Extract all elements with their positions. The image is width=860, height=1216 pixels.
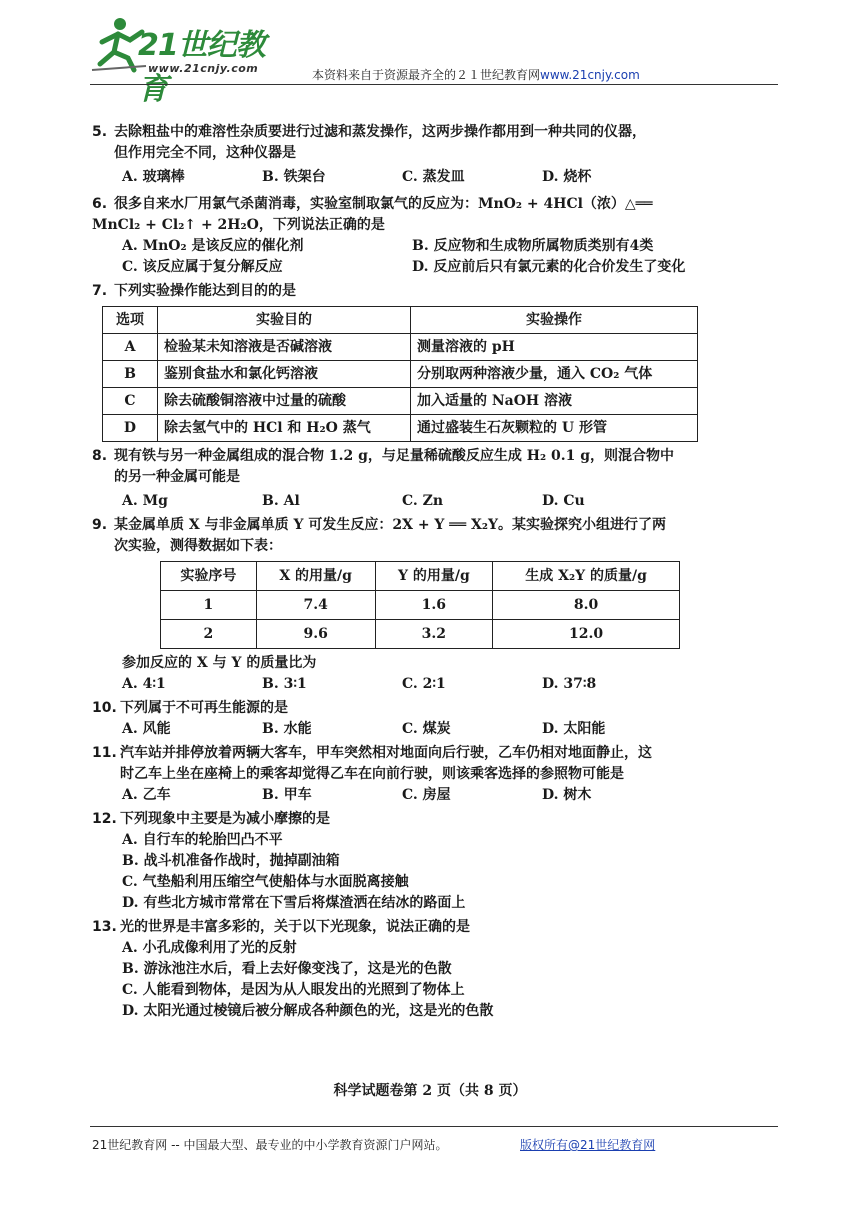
option-b: B. 游泳池注水后，看上去好像变浅了，这是光的色散 (122, 961, 452, 977)
option-c: C. 煤炭 (402, 721, 451, 737)
option-d: D. 有些北方城市常常在下雪后将煤渣洒在结冰的路面上 (122, 895, 466, 911)
site-logo (90, 14, 290, 107)
option-d: D. 太阳光通过棱镜后被分解成各种颜色的光，这是光的色散 (122, 1003, 494, 1019)
question-10 (92, 698, 722, 740)
question-number: 11. (92, 745, 117, 761)
question-7 (92, 281, 722, 442)
table-cell: 分别取两种溶液少量，通入 CO₂ 气体 (411, 361, 698, 388)
question-stem: 下列属于不可再生能源的是 (120, 700, 288, 716)
option-c: C. 该反应属于复分解反应 (122, 259, 283, 275)
table-cell: 1 (161, 591, 257, 620)
table-cell: 测量溶液的 pH (411, 334, 698, 361)
table-row (161, 591, 680, 620)
header-divider (90, 84, 778, 85)
table-row (161, 620, 680, 649)
table-cell: 除去硫酸铜溶液中过量的硫酸 (158, 388, 411, 415)
question-stem: 光的世界是丰富多彩的，关于以下光现象，说法正确的是 (120, 919, 470, 935)
table-cell: 通过盛装生石灰颗粒的 U 形管 (411, 415, 698, 442)
table-header: 生成 X₂Y 的质量/g (493, 562, 680, 591)
question-stem: MnCl₂ + Cl₂↑ + 2H₂O，下列说法正确的是 (92, 217, 385, 233)
table-header: X 的用量/g (256, 562, 375, 591)
header-note (312, 66, 640, 83)
table-cell: C (103, 388, 158, 415)
logo-url: www.21cnjy.com (148, 62, 259, 75)
option-c: C. 人能看到物体，是因为从人眼发出的光照到了物体上 (122, 982, 465, 998)
header-url-link[interactable]: www.21cnjy.com (540, 68, 640, 82)
option-a: A. Mg (122, 493, 168, 509)
copyright-link[interactable]: 版权所有@21世纪教育网 (520, 1138, 656, 1152)
footer-divider (90, 1126, 778, 1127)
table-cell: 9.6 (256, 620, 375, 649)
question-5 (92, 122, 722, 188)
question-9 (92, 515, 722, 695)
table-cell: B (103, 361, 158, 388)
table-cell: 1.6 (375, 591, 493, 620)
experiment-table (102, 306, 698, 442)
option-b: B. 3∶1 (262, 676, 307, 692)
table-cell: 加入适量的 NaOH 溶液 (411, 388, 698, 415)
logo-wordmark: 21世纪教育 (138, 28, 265, 107)
option-d: D. 树木 (542, 787, 592, 803)
table-header: 实验操作 (411, 307, 698, 334)
table-header: 实验序号 (161, 562, 257, 591)
table-cell: 3.2 (375, 620, 493, 649)
question-8 (92, 446, 722, 512)
header-note-text: 本资料来自于资源最齐全的２１世纪教育网 (312, 68, 541, 82)
option-a: A. 小孔成像利用了光的反射 (122, 940, 297, 956)
exam-content (92, 122, 722, 1025)
option-c: C. Zn (402, 493, 444, 509)
option-d: D. 37∶8 (542, 676, 597, 692)
question-stem: 现有铁与另一种金属组成的混合物 1.2 g，与足量稀硫酸反应生成 H₂ 0.1 g，则混合物中 (114, 448, 675, 464)
question-stem: 参加反应的 X 与 Y 的质量比为 (122, 655, 317, 671)
question-number: 6. (92, 196, 108, 212)
question-number: 10. (92, 700, 117, 716)
option-d: D. 太阳能 (542, 721, 606, 737)
question-number: 7. (92, 283, 108, 299)
option-a: A. 乙车 (122, 787, 171, 803)
option-d: D. Cu (542, 493, 585, 509)
option-c: C. 2∶1 (402, 676, 446, 692)
table-cell: 7.4 (256, 591, 375, 620)
table-cell: D (103, 415, 158, 442)
option-c: C. 蒸发皿 (402, 169, 465, 185)
option-b: B. 战斗机准备作战时，抛掉副油箱 (122, 853, 340, 869)
table-header: 选项 (103, 307, 158, 334)
question-stem: 次实验，测得数据如下表： (114, 538, 282, 554)
question-number: 12. (92, 811, 117, 827)
table-row (103, 415, 698, 442)
table-cell: 检验某未知溶液是否碱溶液 (158, 334, 411, 361)
option-c: C. 气垫船利用压缩空气使船体与水面脱离接触 (122, 874, 409, 890)
question-stem: 某金属单质 X 与非金属单质 Y 可发生反应：2X + Y ══ X₂Y。某实验探究小组进行了两 (114, 517, 667, 533)
option-a: A. 4∶1 (122, 676, 166, 692)
page-number: 科学试题卷第 2 页（共 8 页） (333, 1083, 527, 1099)
footer-text: 21世纪教育网 -- 中国最大型、最专业的中小学教育资源门户网站。 (92, 1138, 448, 1152)
option-a: A. 自行车的轮胎凹凸不平 (122, 832, 283, 848)
question-number: 5. (92, 124, 108, 140)
question-stem: 的另一种金属可能是 (114, 469, 240, 485)
question-number: 9. (92, 517, 108, 533)
table-cell: 鉴别食盐水和氯化钙溶液 (158, 361, 411, 388)
question-stem: 汽车站并排停放着两辆大客车，甲车突然相对地面向后行驶，乙车仍相对地面静止，这 (120, 745, 652, 761)
question-stem: 很多自来水厂用氯气杀菌消毒，实验室制取氯气的反应为：MnO₂ + 4HCl（浓）△══ (114, 196, 653, 212)
table-row (103, 334, 698, 361)
option-b: B. 甲车 (262, 787, 312, 803)
table-row (103, 388, 698, 415)
table-header: 实验目的 (158, 307, 411, 334)
table-row (103, 361, 698, 388)
question-stem: 下列现象中主要是为减小摩擦的是 (120, 811, 330, 827)
table-cell: 2 (161, 620, 257, 649)
option-a: A. 玻璃棒 (122, 169, 185, 185)
option-a: A. MnO₂ 是该反应的催化剂 (122, 238, 304, 254)
table-cell: 除去氢气中的 HCl 和 H₂O 蒸气 (158, 415, 411, 442)
question-stem: 去除粗盐中的难溶性杂质要进行过滤和蒸发操作，这两步操作都用到一种共同的仪器， (114, 124, 646, 140)
table-cell: 12.0 (493, 620, 680, 649)
option-b: B. 反应物和生成物所属物质类别有4类 (412, 238, 654, 254)
option-d: D. 烧杯 (542, 169, 592, 185)
option-a: A. 风能 (122, 721, 171, 737)
table-header: Y 的用量/g (375, 562, 493, 591)
option-c: C. 房屋 (402, 787, 451, 803)
question-number: 13. (92, 919, 117, 935)
option-b: B. 水能 (262, 721, 312, 737)
question-stem: 但作用完全不同，这种仪器是 (114, 145, 296, 161)
question-12 (92, 809, 722, 914)
option-b: B. 铁架台 (262, 169, 326, 185)
table-cell: A (103, 334, 158, 361)
question-number: 8. (92, 448, 108, 464)
data-table (160, 561, 680, 649)
option-d: D. 反应前后只有氯元素的化合价发生了变化 (412, 259, 686, 275)
option-b: B. Al (262, 493, 300, 509)
question-stem: 下列实验操作能达到目的的是 (114, 283, 296, 299)
page-header (0, 0, 860, 107)
table-cell: 8.0 (493, 591, 680, 620)
question-13 (92, 917, 722, 1022)
question-stem: 时乙车上坐在座椅上的乘客却觉得乙车在向前行驶，则该乘客选择的参照物可能是 (120, 766, 624, 782)
question-11 (92, 743, 722, 806)
question-6 (92, 194, 722, 278)
